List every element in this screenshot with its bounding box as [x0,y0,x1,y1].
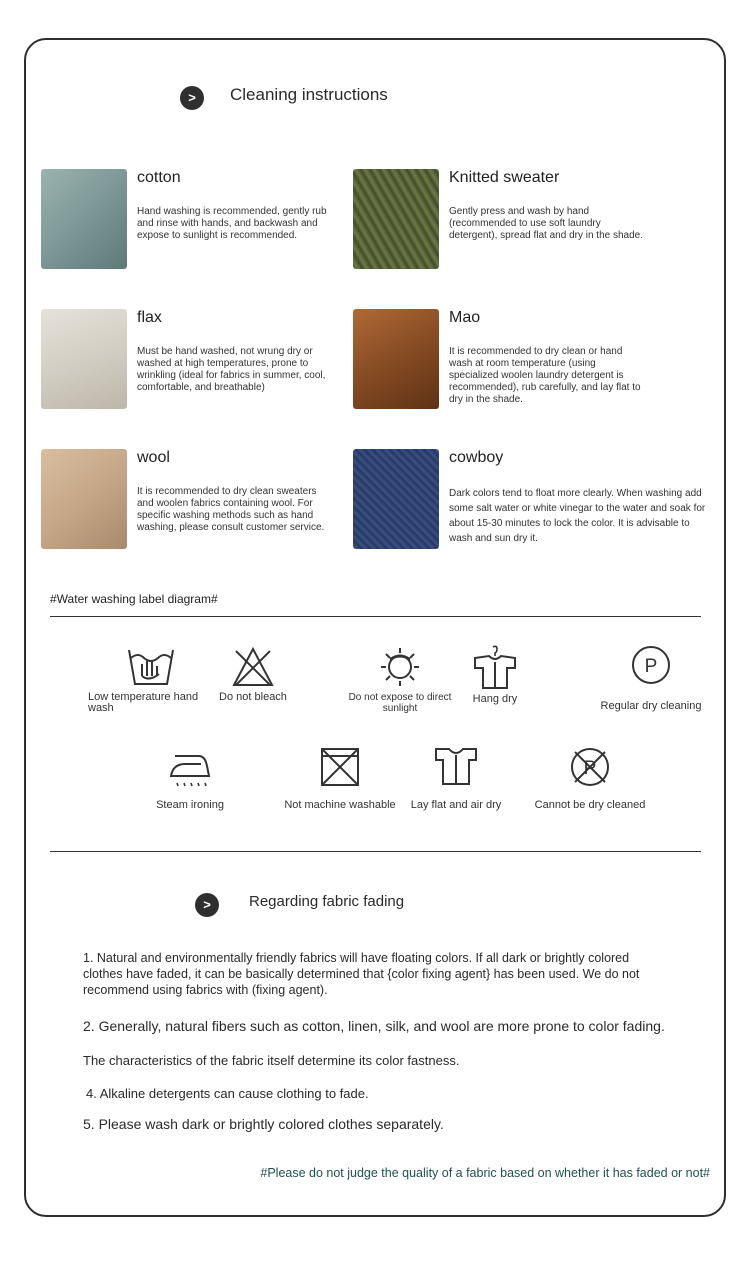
label-text: Do not expose to direct sunlight [348,692,452,714]
label-text: Regular dry cleaning [600,700,702,712]
label-text: Lay flat and air dry [410,799,502,811]
fabric-description: Must be hand washed, not wrung dry or washed at high temperatures, prone to wrinkling (ideal for fabrics in summer, cool, comfortable, and breathable) [137,346,326,393]
label-regular-dry-cleaning [590,644,712,712]
label-hang-dry [460,644,530,705]
label-steam-ironing [140,746,240,811]
label-not-machine-washable [278,746,402,811]
fading-paragraph-3: The characteristics of the fabric itself determine its color fastness. [83,1053,460,1068]
fabric-item-knitted-sweater [353,169,653,269]
arrow-icon: > [195,893,219,917]
fading-note: #Please do not judge the quality of a fabric based on whether it has faded or not# [260,1166,710,1180]
no-sunlight-icon [378,646,422,688]
fabric-name: cotton [137,169,181,186]
no-dry-clean-icon [567,744,613,790]
fading-paragraph-1: 1. Natural and environmentally friendly fabrics will have floating colors. If all dark or brightly colored clothes have faded, it can be basically determined that {color fixing agent} has been used. We do not recommend using fabrics with (fixing agent). [83,951,640,997]
no-machine-wash-icon [318,746,362,788]
no-bleach-icon [231,646,275,688]
label-text: Hang dry [472,693,518,705]
fading-title: Regarding fabric fading [249,892,405,910]
cleaning-section-header [180,86,388,110]
flax-swatch-image [41,309,127,409]
wool-swatch-image [41,449,127,549]
cotton-swatch-image [41,169,127,269]
label-diagram-title: #Water washing label diagram# [50,592,218,606]
fading-paragraph-5: 5. Please wash dark or brightly colored clothes separately. [83,1116,444,1132]
label-text: Do not bleach [219,691,287,703]
divider [50,616,701,617]
iron-icon [167,746,213,788]
fabric-description: Dark colors tend to float more clearly. When washing add some salt water or white vinegar to the water and soak for about 15-30 minutes to lock the color. It is advisable to wash and sun dry it. [449,488,706,544]
fading-paragraph-2: 2. Generally, natural fibers such as cotton, linen, silk, and wool are more prone to color fading. [83,1018,665,1034]
svg-text:P: P [644,656,658,677]
knitted-sweater-swatch-image [353,169,439,269]
fabric-item-wool [41,449,341,549]
fabric-name: Knitted sweater [449,169,560,186]
fabric-description: It is recommended to dry clean sweaters and woolen fabrics containing wool. For specific washing methods such as hand washing, please consult customer service. [137,486,325,533]
mao-swatch-image [353,309,439,409]
fabric-item-flax [41,309,341,409]
label-lay-flat-air-dry [404,746,508,811]
dry-clean-icon [629,644,673,688]
fabric-description: Hand washing is recommended, gently rub and rinse with hands, and backwash and expose to sunlight is recommended. [137,206,327,241]
label-text: Low temperature hand wash [88,691,199,714]
fabric-name: cowboy [449,449,504,466]
fading-section-header [195,893,404,917]
label-low-temp-hand-wash [88,646,213,714]
label-text: Not machine washable [284,799,396,811]
cleaning-title: Cleaning instructions [230,85,388,104]
fabric-description: Gently press and wash by hand (recommended to use soft laundry detergent), spread flat and dry in the shade. [449,206,644,241]
arrow-icon: > [180,86,204,110]
svg-text:P: P [583,758,597,779]
fabric-item-mao [353,309,653,409]
fabric-name: wool [137,449,170,466]
label-text: Steam ironing [156,799,224,811]
fabric-description: It is recommended to dry clean or hand wash at room temperature (using specialized woolen laundry detergent is recommended), rub carefully, and lay flat to dry in the shade. [449,346,641,405]
fading-paragraph-4: 4. Alkaline detergents can cause clothing to fade. [86,1086,369,1101]
label-cannot-dry-clean [528,744,652,811]
label-text: Cannot be dry cleaned [534,799,646,811]
fabric-name: flax [137,309,162,326]
label-no-sunlight [340,646,460,714]
label-no-bleach [207,646,299,703]
divider [50,851,701,852]
fabric-item-cowboy [353,449,713,549]
fabric-item-cotton [41,169,341,269]
lay-flat-icon [432,746,480,788]
fabric-name: Mao [449,309,481,326]
hang-dry-icon [471,644,519,690]
hand-wash-icon [126,646,176,688]
denim-swatch-image [353,449,439,549]
